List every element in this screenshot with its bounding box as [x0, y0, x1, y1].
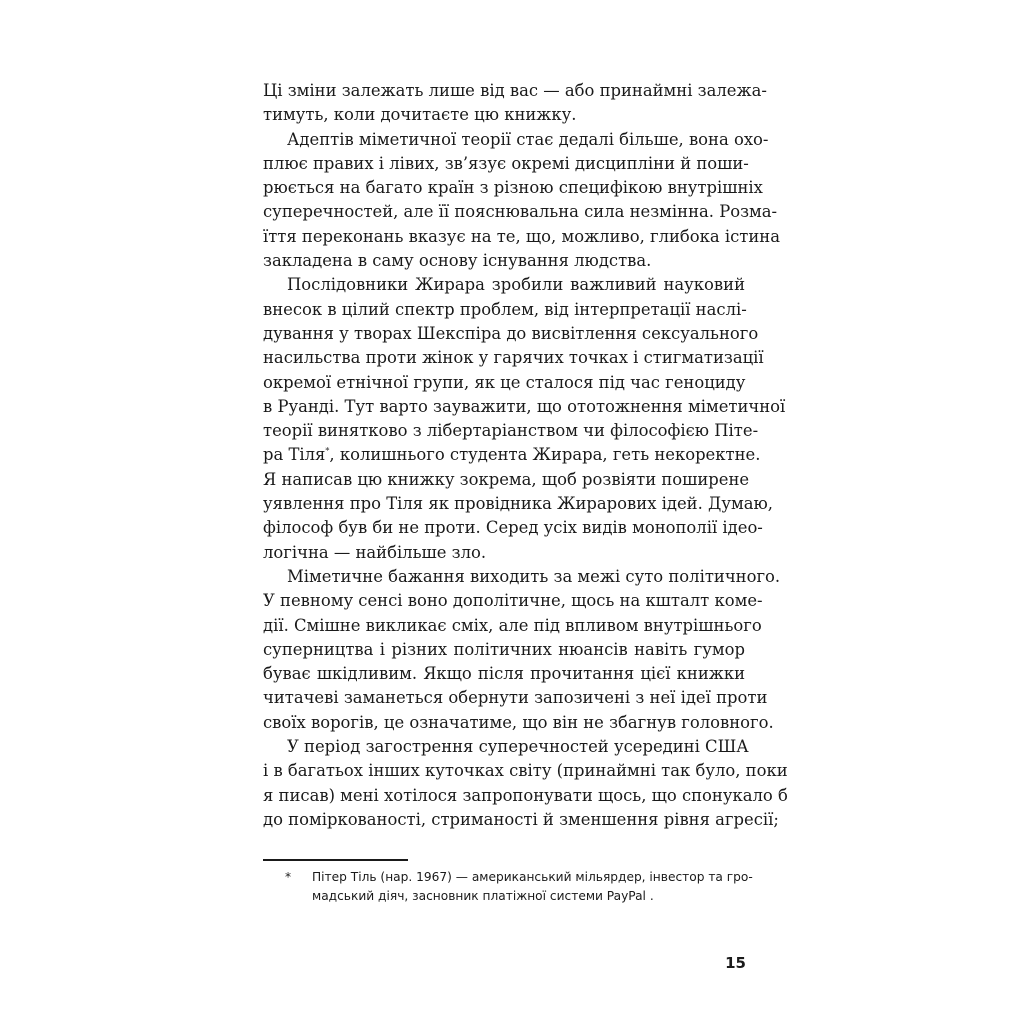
text-line: [263, 176, 763, 200]
text-line-content: рюється на багато країн з різною специфікою внутрішніх: [263, 178, 763, 198]
text-line-content: читачеві заманеться обернути запозичені з неї ідеї проти: [263, 688, 768, 708]
text-line: [263, 686, 768, 710]
text-line-content: в Руанді. Тут варто зауважити, що ототожнення міметичної: [263, 396, 786, 416]
text-line-content: філософ був би не проти. Серед усіх видів монополії ідео-: [263, 518, 763, 538]
text-line-content: і в багатьох інших куточках світу (принаймні так було, поки: [263, 761, 788, 781]
text-line: [263, 371, 745, 395]
footnote-text: [312, 868, 753, 906]
text-line-content: внесок в цілий спектр проблем, від інтерпретації наслі-: [263, 299, 747, 319]
text-line-content: Адептів міметичної теорії стає дедалі більше, вона охо-: [287, 129, 769, 149]
text-line: [263, 638, 745, 662]
text-line-content: логічна — найбільше зло.: [263, 542, 487, 562]
text-line-content: закладена в саму основу існування людства.: [263, 251, 652, 271]
text-line: [263, 541, 745, 565]
text-line: [263, 79, 767, 103]
text-line-content: суперечностей, але її пояснювальна сила незмінна. Розма-: [263, 202, 778, 222]
text-line: [263, 225, 780, 249]
text-line: [263, 759, 788, 783]
text-line-content: теорії винятково з лібертаріанством чи філософією Піте-: [263, 421, 759, 441]
footnote-line: мадський діяч, засновник платіжної системи PayPal .: [312, 889, 654, 903]
text-line-content: Я написав цю книжку зокрема, щоб розвіяти поширене: [263, 469, 750, 489]
footnote-reference: *: [325, 446, 330, 456]
text-line-content: суперництва і різних політичних нюансів навіть гумор: [263, 639, 745, 659]
text-line: [263, 735, 749, 759]
text-line-content: Послідовники Жирара зробили важливий науковий: [287, 275, 745, 295]
text-line: [263, 516, 763, 540]
text-line: [263, 273, 745, 297]
text-line: [263, 662, 745, 686]
text-line: [263, 808, 779, 832]
text-line: [263, 200, 778, 224]
text-line-content: дування у творах Шекспіра до висвітлення сексуального: [263, 323, 759, 343]
text-line-content: насильства проти жінок у гарячих точках і стигматизації: [263, 348, 764, 368]
text-line-content: до поміркованості, стриманості й зменшення рівня агресії;: [263, 809, 779, 829]
text-line-content: я писав) мені хотілося запропонувати щось, що спонукало б: [263, 785, 788, 805]
footnote-divider: [263, 859, 408, 861]
text-line-content: їття переконань вказує на те, що, можливо, глибока істина: [263, 226, 780, 246]
text-line: [263, 468, 750, 492]
page-number: 15: [725, 954, 746, 972]
text-line: [263, 443, 761, 467]
text-line: [263, 589, 763, 613]
text-line: [263, 322, 759, 346]
text-line-content: тимуть, коли дочитаєте цю книжку.: [263, 105, 577, 125]
body-text: [263, 79, 788, 832]
footnote-mark: *: [285, 870, 292, 884]
footnote-line: Пітер Тіль (нар. 1967) — американський мільярдер, інвестор та гро-: [312, 870, 753, 884]
text-line-content: окремої етнічної групи, як це сталося під час геноциду: [263, 372, 746, 392]
text-line: [263, 419, 759, 443]
text-line: [263, 565, 781, 589]
text-line: [263, 103, 745, 127]
text-line: [263, 298, 745, 322]
text-line-content: дії. Смішне викликає сміх, але під впливом внутрішнього: [263, 615, 762, 635]
text-line-content: буває шкідливим. Якщо після прочитання цієї книжки: [263, 664, 745, 684]
text-line-content: своїх ворогів, це означатиме, що він не збагнув головного.: [263, 712, 774, 732]
text-line-content: плює правих і лівих, зв’язує окремі дисципліни й поши-: [263, 153, 749, 173]
text-line: [263, 152, 749, 176]
text-line: [263, 784, 788, 808]
text-line-content: Міметичне бажання виходить за межі суто політичного.: [287, 566, 781, 586]
text-line: [263, 492, 773, 516]
text-line-content: ра Тіля: [263, 445, 326, 465]
text-line-content: уявлення про Тіля як провідника Жирарових ідей. Думаю,: [263, 494, 773, 514]
text-line-content: У період загострення суперечностей усередині США: [287, 737, 749, 757]
text-line-content: У певному сенсі воно дополітичне, щось на кшталт коме-: [263, 591, 763, 611]
text-line: [263, 395, 786, 419]
footnote: [263, 868, 753, 906]
text-line-content: Ці зміни залежать лише від вас — або принаймні залежа-: [263, 81, 767, 100]
text-line: [263, 711, 774, 735]
text-line-continuation: , колишнього студента Жирара, геть некоректне.: [329, 445, 761, 465]
text-line: [263, 614, 762, 638]
text-line: [263, 346, 764, 370]
text-line: [263, 249, 745, 273]
text-line: [263, 128, 769, 152]
